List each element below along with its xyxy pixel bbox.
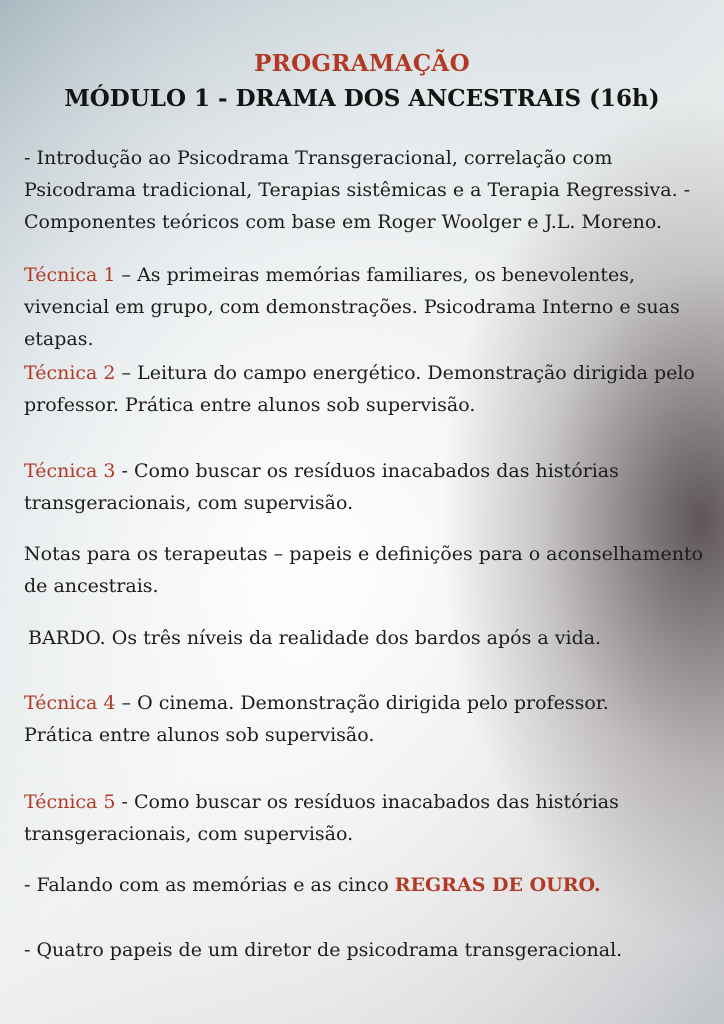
tecnica-4-line1: – O cinema. Demonstração dirigida pelo professor.	[115, 692, 609, 714]
tecnica-2	[24, 357, 704, 421]
tecnica-2-text: – Leitura do campo energético. Demonstração dirigida pelo professor. Prática entre alunos sob supervisão.	[24, 362, 695, 416]
tecnica-1-label: Técnica 1	[24, 264, 116, 286]
tecnica-4-label: Técnica 4	[24, 692, 116, 714]
tecnica-5-text: - Como buscar os resíduos inacabados das histórias transgeracionais, com supervisão.	[24, 791, 619, 845]
tecnica-1-text: – As primeiras memórias familiares, os benevolentes, vivencial em grupo, com demonstrações. Psicodrama Interno e suas etapas.	[24, 264, 680, 350]
regras-de-ouro: REGRAS DE OURO.	[394, 874, 601, 896]
falando-item	[24, 869, 704, 901]
tecnica-1	[24, 259, 704, 355]
tecnica-3-label: Técnica 3	[24, 460, 116, 482]
tecnica-3-text: - Como buscar os resíduos inacabados das histórias transgeracionais, com supervisão.	[24, 460, 619, 514]
module-title: MÓDULO 1 - DRAMA DOS ANCESTRAIS (16h)	[64, 85, 660, 112]
tecnica-3	[24, 455, 704, 519]
tecnica-4-line2: Prática entre alunos sob supervisão.	[24, 724, 375, 746]
header	[0, 50, 724, 112]
tecnica-5-label: Técnica 5	[24, 791, 116, 813]
intro-paragraph: - Introdução ao Psicodrama Transgeracional, correlação com Psicodrama tradicional, Terapias sistêmicas e a Terapia Regressiva. - Componentes teóricos com base em Roger Woolger e J.L. Moreno.	[24, 147, 691, 233]
tecnica-4	[24, 687, 704, 751]
bardo-paragraph: BARDO. Os três níveis da realidade dos bardos após a vida.	[28, 627, 602, 649]
falando-text: - Falando com as memórias e as cinco	[24, 874, 395, 896]
page-title: PROGRAMAÇÃO	[254, 50, 470, 77]
notas-paragraph: Notas para os terapeutas – papeis e definições para o aconselhamento de ancestrais.	[24, 543, 704, 597]
tecnica-2-label: Técnica 2	[24, 362, 116, 384]
quatro-papeis-item: - Quatro papeis de um diretor de psicodrama transgeracional.	[24, 939, 623, 961]
tecnica-5	[24, 786, 704, 850]
